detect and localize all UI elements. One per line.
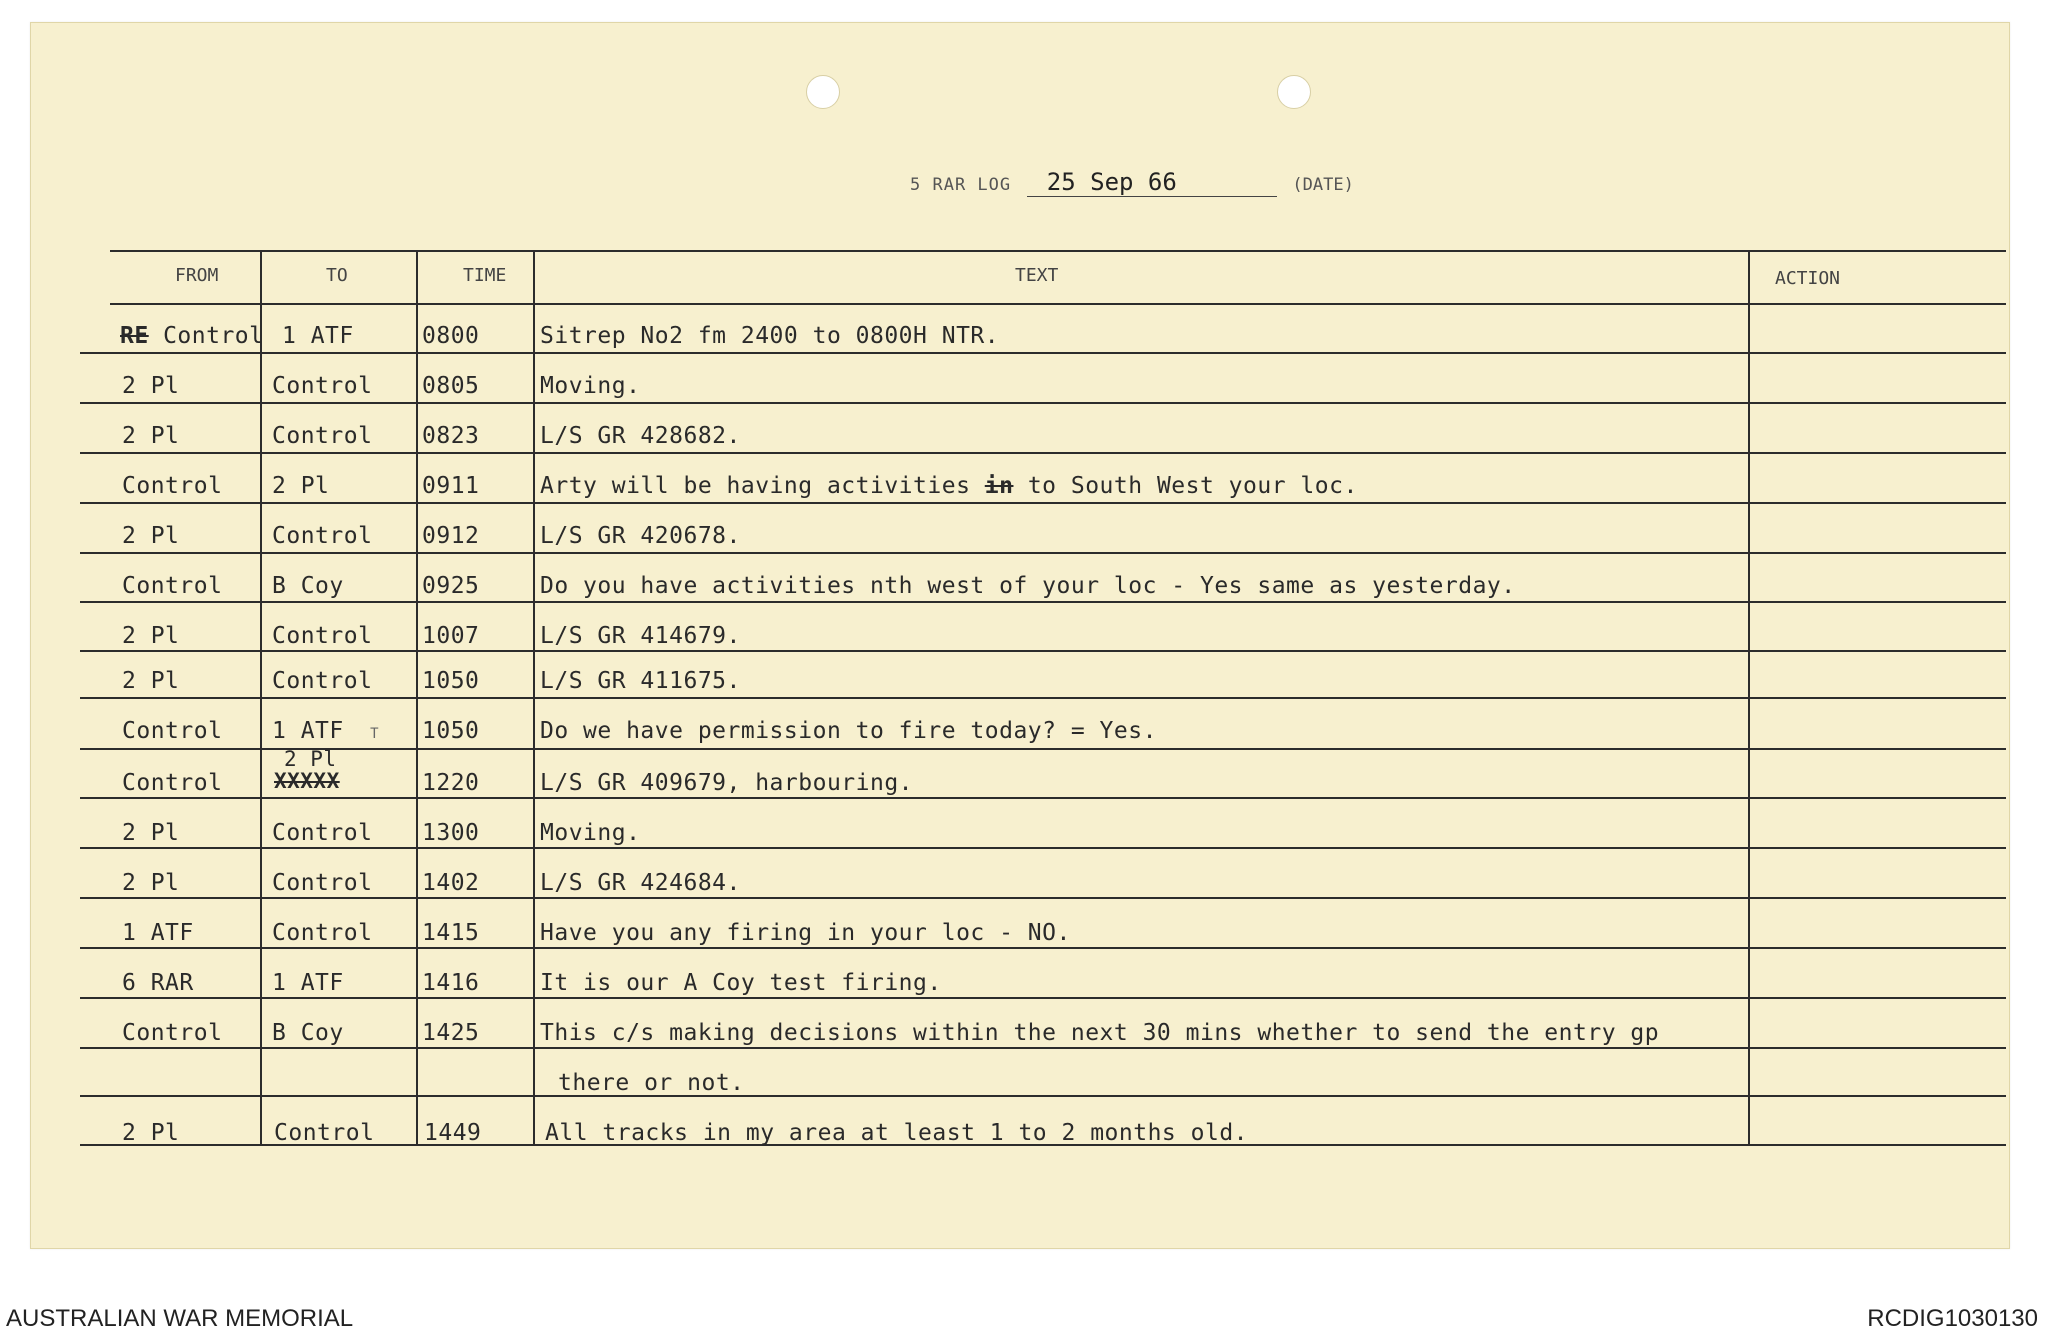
struck-word: in [984, 473, 1014, 499]
log-row-to: Control [272, 523, 373, 549]
log-row-to [274, 748, 340, 792]
log-row-time: 1402 [422, 870, 480, 896]
log-row-to [272, 718, 379, 744]
log-row-time: 1220 [422, 770, 480, 796]
row-rule [80, 452, 2006, 454]
row-rule [80, 897, 2006, 899]
log-row-time: 1449 [424, 1120, 482, 1146]
log-row-time: 1050 [422, 668, 480, 694]
date-label: (DATE) [1292, 175, 1354, 195]
log-row-time: 0912 [422, 523, 480, 549]
punch-hole-right [1277, 75, 1311, 109]
log-row-from: Control [122, 573, 223, 599]
log-row-from: 2 Pl [122, 373, 180, 399]
log-row-text: L/S GR 424684. [540, 870, 741, 896]
log-row-text: Do you have activities nth west of your loc - Yes same as yesterday. [540, 573, 1516, 599]
footer-institution: AUSTRALIAN WAR MEMORIAL [6, 1305, 354, 1332]
footer-record-id: RCDIG1030130 [1867, 1305, 2038, 1332]
log-row-time: 0800 [422, 323, 480, 349]
log-row-time: 1416 [422, 970, 480, 996]
log-row-to: 2 Pl [272, 473, 330, 499]
log-row-from: Control [122, 1020, 223, 1046]
log-row-time: 1007 [422, 623, 480, 649]
punch-hole-left [806, 75, 840, 109]
log-row-to: Control [272, 920, 373, 946]
row-rule [80, 797, 2006, 799]
log-title: 5 RAR LOG [910, 175, 1012, 195]
log-row-to: Control [272, 870, 373, 896]
log-row-from: 2 Pl [122, 623, 180, 649]
row-rule [80, 997, 2006, 999]
table-top-rule [110, 250, 2006, 252]
row-rule [80, 697, 2006, 699]
text-part: to South West your loc. [1013, 473, 1358, 499]
row-rule [80, 847, 2006, 849]
log-row-text: L/S GR 411675. [540, 668, 741, 694]
log-row-text: L/S GR 414679. [540, 623, 741, 649]
log-row-text: This c/s making decisions within the next 30 mins whether to send the entry gp [540, 1020, 1660, 1046]
log-row-text: All tracks in my area at least 1 to 2 months old. [545, 1120, 1249, 1146]
log-row-time: 0805 [422, 373, 480, 399]
row-rule [80, 402, 2006, 404]
log-row-from: 6 RAR [122, 970, 194, 996]
row-rule [80, 601, 2006, 603]
from-value: Control [163, 323, 264, 349]
log-row-time: 0911 [422, 473, 480, 499]
log-date: 25 Sep 66 [1027, 168, 1277, 197]
log-row-text-continuation: there or not. [558, 1070, 745, 1096]
log-row-text: L/S GR 420678. [540, 523, 741, 549]
struck-recipient: XXXXX [274, 769, 340, 793]
text-part: Arty will be having activities [540, 473, 985, 499]
row-rule [80, 748, 2006, 750]
row-rule [80, 1095, 2006, 1097]
log-row-time: 1425 [422, 1020, 480, 1046]
row-rule [80, 650, 2006, 652]
column-header-from: FROM [175, 265, 219, 286]
log-row-from: 2 Pl [122, 423, 180, 449]
to-mark: T [370, 726, 380, 742]
log-row-to: 1 ATF [282, 323, 354, 349]
log-row-from: 2 Pl [122, 668, 180, 694]
log-row-to: 1 ATF [272, 970, 344, 996]
log-row-to: Control [272, 373, 373, 399]
to-value: 2 Pl [284, 747, 337, 771]
log-row-text: Do we have permission to fire today? = Yes. [540, 718, 1157, 744]
log-row-time: 1050 [422, 718, 480, 744]
log-row-from: Control [122, 473, 223, 499]
log-row-to: B Coy [272, 1020, 344, 1046]
log-row-from: 2 Pl [122, 1120, 180, 1146]
column-header-text: TEXT [1015, 265, 1059, 286]
log-row-from: 2 Pl [122, 523, 180, 549]
to-value: 1 ATF [272, 718, 344, 744]
log-row-from: Control [122, 770, 223, 796]
struck-prefix: RE [120, 323, 149, 349]
column-header-time: TIME [463, 265, 507, 286]
log-row-text: Moving. [540, 820, 641, 846]
log-row-from: 2 Pl [122, 820, 180, 846]
log-row-text [540, 473, 1358, 499]
log-row-from [120, 323, 264, 349]
log-row-to: B Coy [272, 573, 344, 599]
row-rule [80, 1047, 2006, 1049]
log-row-from: Control [122, 718, 223, 744]
row-rule [80, 502, 2006, 504]
header-bottom-rule [110, 303, 2006, 305]
log-row-to: Control [274, 1120, 375, 1146]
log-row-text: Moving. [540, 373, 641, 399]
log-row-text: Sitrep No2 fm 2400 to 0800H NTR. [540, 323, 1000, 349]
log-row-to: Control [272, 423, 373, 449]
log-row-from: 2 Pl [122, 870, 180, 896]
log-row-time: 0925 [422, 573, 480, 599]
log-row-to: Control [272, 623, 373, 649]
log-row-to: Control [272, 820, 373, 846]
log-row-time: 0823 [422, 423, 480, 449]
log-row-text: L/S GR 409679, harbouring. [540, 770, 914, 796]
log-row-time: 1300 [422, 820, 480, 846]
log-row-text: It is our A Coy test firing. [540, 970, 942, 996]
log-row-from: 1 ATF [122, 920, 194, 946]
log-row-time: 1415 [422, 920, 480, 946]
log-row-text: Have you any firing in your loc - NO. [540, 920, 1071, 946]
column-header-action: ACTION [1775, 268, 1841, 289]
column-header-to: TO [326, 265, 348, 286]
row-rule [80, 352, 2006, 354]
row-rule [80, 947, 2006, 949]
log-row-to: Control [272, 668, 373, 694]
row-rule [80, 552, 2006, 554]
log-header [910, 168, 1354, 197]
log-row-text: L/S GR 428682. [540, 423, 741, 449]
